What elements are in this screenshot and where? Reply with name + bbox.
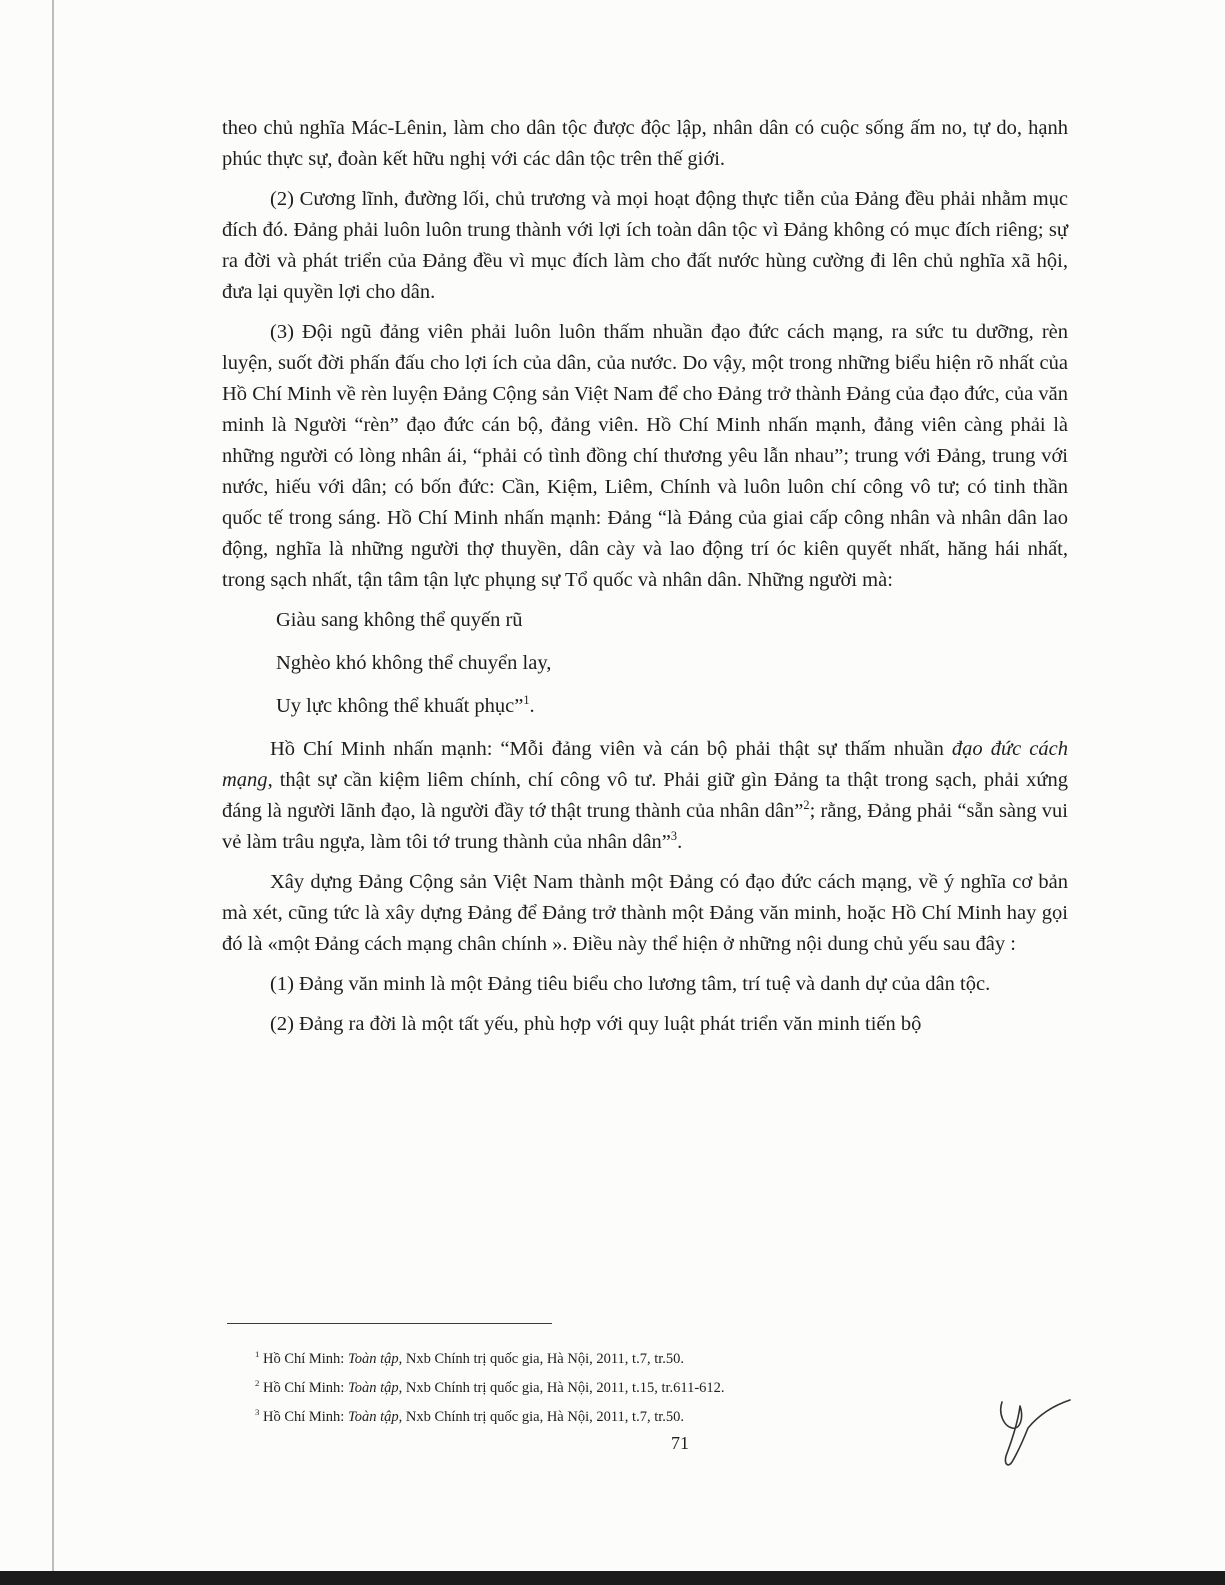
footnote-ref-2[interactable]: 2 [803, 798, 810, 813]
footnote-3 [255, 1403, 1055, 1432]
p4-text-a: Hồ Chí Minh nhấn mạnh: “Mỗi đảng viên và cán bộ phải thật sự thấm nhuần [270, 738, 952, 760]
paragraph-2: (2) Cương lĩnh, đường lối, chủ trương và mọi hoạt động thực tiễn của Đảng đều phải nhằm mục đích đó. Đảng phải luôn luôn trung thành với lợi ích toàn dân tộc vì Đảng không có mục đích riêng; sự ra đời và phát triển của Đảng đều vì mục đích làm cho đất nước hùng cường đi lên chủ nghĩa xã hội, đưa lại quyền lợi cho dân. [222, 188, 1068, 303]
scan-bottom-edge [0, 1571, 1225, 1585]
paragraph-6: (1) Đảng văn minh là một Đảng tiêu biểu cho lương tâm, trí tuệ và danh dự của dân tộc. [270, 973, 991, 995]
scan-left-edge [52, 0, 54, 1585]
footnote-1-title: Toàn tập [347, 1351, 399, 1367]
paragraph-4 [222, 734, 1068, 858]
signature-mark [990, 1392, 1080, 1472]
verse-line-1: Giàu sang không thể quyến rũ [276, 609, 523, 631]
paragraph-3: (3) Đội ngũ đảng viên phải luôn luôn thấm nhuần đạo đức cách mạng, ra sức tu dưỡng, rèn luyện, suốt đời phấn đấu cho lợi ích của dân, của nước. Do vậy, một trong những biểu hiện rõ nhất của Hồ Chí Minh về rèn luyện Đảng Cộng sản Việt Nam để cho Đảng trở thành Đảng của đạo đức, của văn minh là Người “rèn” đạo đức cán bộ, đảng viên. Hồ Chí Minh nhấn mạnh, đảng viên càng phải là những người có lòng nhân ái, “phải có tình đồng chí thương yêu lẫn nhau”; trung với Đảng, trung với nước, hiếu với dân; có bốn đức: Cần, Kiệm, Liêm, Chính và luôn luôn chí công vô tư; có tinh thần quốc tế trong sáng. Hồ Chí Minh nhấn mạnh: Đảng “là Đảng của giai cấp công nhân và nhân dân lao động, nghĩa là những người thợ thuyền, dân cày và lao động trí óc kiên quyết nhất, hăng hái nhất, trong sạch nhất, tận tâm tận lực phụng sự Tổ quốc và nhân dân. Những người mà: [222, 321, 1068, 591]
footnote-2-num: 2 [255, 1378, 260, 1389]
verse-line-2: Nghèo khó không thể chuyển lay, [276, 652, 552, 674]
footnote-1-num: 1 [255, 1349, 260, 1360]
footnote-3-title: Toàn tập [347, 1409, 399, 1425]
p4-text-b: , thật sự cần kiệm liêm chính, chí công vô tư. Phải giữ gìn Đảng ta thật trong sạch, phải xứng đáng là người lãnh đạo, là người đầy tớ thật trung thành của nhân dân” [222, 769, 1068, 822]
footnote-separator [227, 1323, 552, 1324]
footnote-2 [255, 1374, 1055, 1403]
page-number: 71 [671, 1433, 689, 1453]
footnote-3-author: Hồ Chí Minh: [259, 1409, 348, 1425]
paragraph-7: (2) Đảng ra đời là một tất yếu, phù hợp với quy luật phát triển văn minh tiến bộ [270, 1013, 922, 1035]
verse-line-3 [222, 691, 1068, 722]
paragraph-5: Xây dựng Đảng Cộng sản Việt Nam thành một Đảng có đạo đức cách mạng, về ý nghĩa cơ bản mà xét, cũng tức là xây dựng Đảng để Đảng trở thành một Đảng văn minh, hoặc Hồ Chí Minh hay gọi đó là «một Đảng cách mạng chân chính ». Điều này thể hiện ở những nội dung chủ yếu sau đây : [222, 871, 1068, 955]
footnote-2-rest: , Nxb Chính trị quốc gia, Hà Nội, 2011, t.15, tr.611-612. [398, 1380, 725, 1396]
p4-text-c: ; rằng, Đảng phải “sẵn sàng vui vẻ làm trâu ngựa, làm tôi tớ trung thành của nhân dân” [222, 800, 1068, 853]
footnote-ref-3[interactable]: 3 [670, 829, 678, 844]
p4-text-d: . [677, 831, 683, 853]
footnote-2-title: Toàn tập [347, 1380, 399, 1396]
footnote-1-author: Hồ Chí Minh: [259, 1351, 348, 1367]
footnote-2-author: Hồ Chí Minh: [259, 1380, 348, 1396]
footnote-3-rest: , Nxb Chính trị quốc gia, Hà Nội, 2011, t.7, tr.50. [398, 1409, 685, 1425]
verse-line-3-end: . [529, 695, 535, 717]
footnote-1-rest: , Nxb Chính trị quốc gia, Hà Nội, 2011, t.7, tr.50. [398, 1351, 685, 1367]
footnote-3-num: 3 [255, 1407, 260, 1418]
footnote-ref-1[interactable]: 1 [523, 693, 530, 708]
verse-line-3-text: Uy lực không thể khuất phục” [276, 695, 524, 717]
p4-italic: đạo đức cách mạng [222, 738, 1068, 791]
paragraph-continuation: theo chủ nghĩa Mác-Lênin, làm cho dân tộc được độc lập, nhân dân có cuộc sống ấm no, tự do, hạnh phúc thực sự, đoàn kết hữu nghị với các dân tộc trên thế giới. [222, 117, 1068, 170]
footnotes [255, 1345, 1055, 1432]
page-body [222, 113, 1068, 1049]
footnote-1 [255, 1345, 1055, 1374]
